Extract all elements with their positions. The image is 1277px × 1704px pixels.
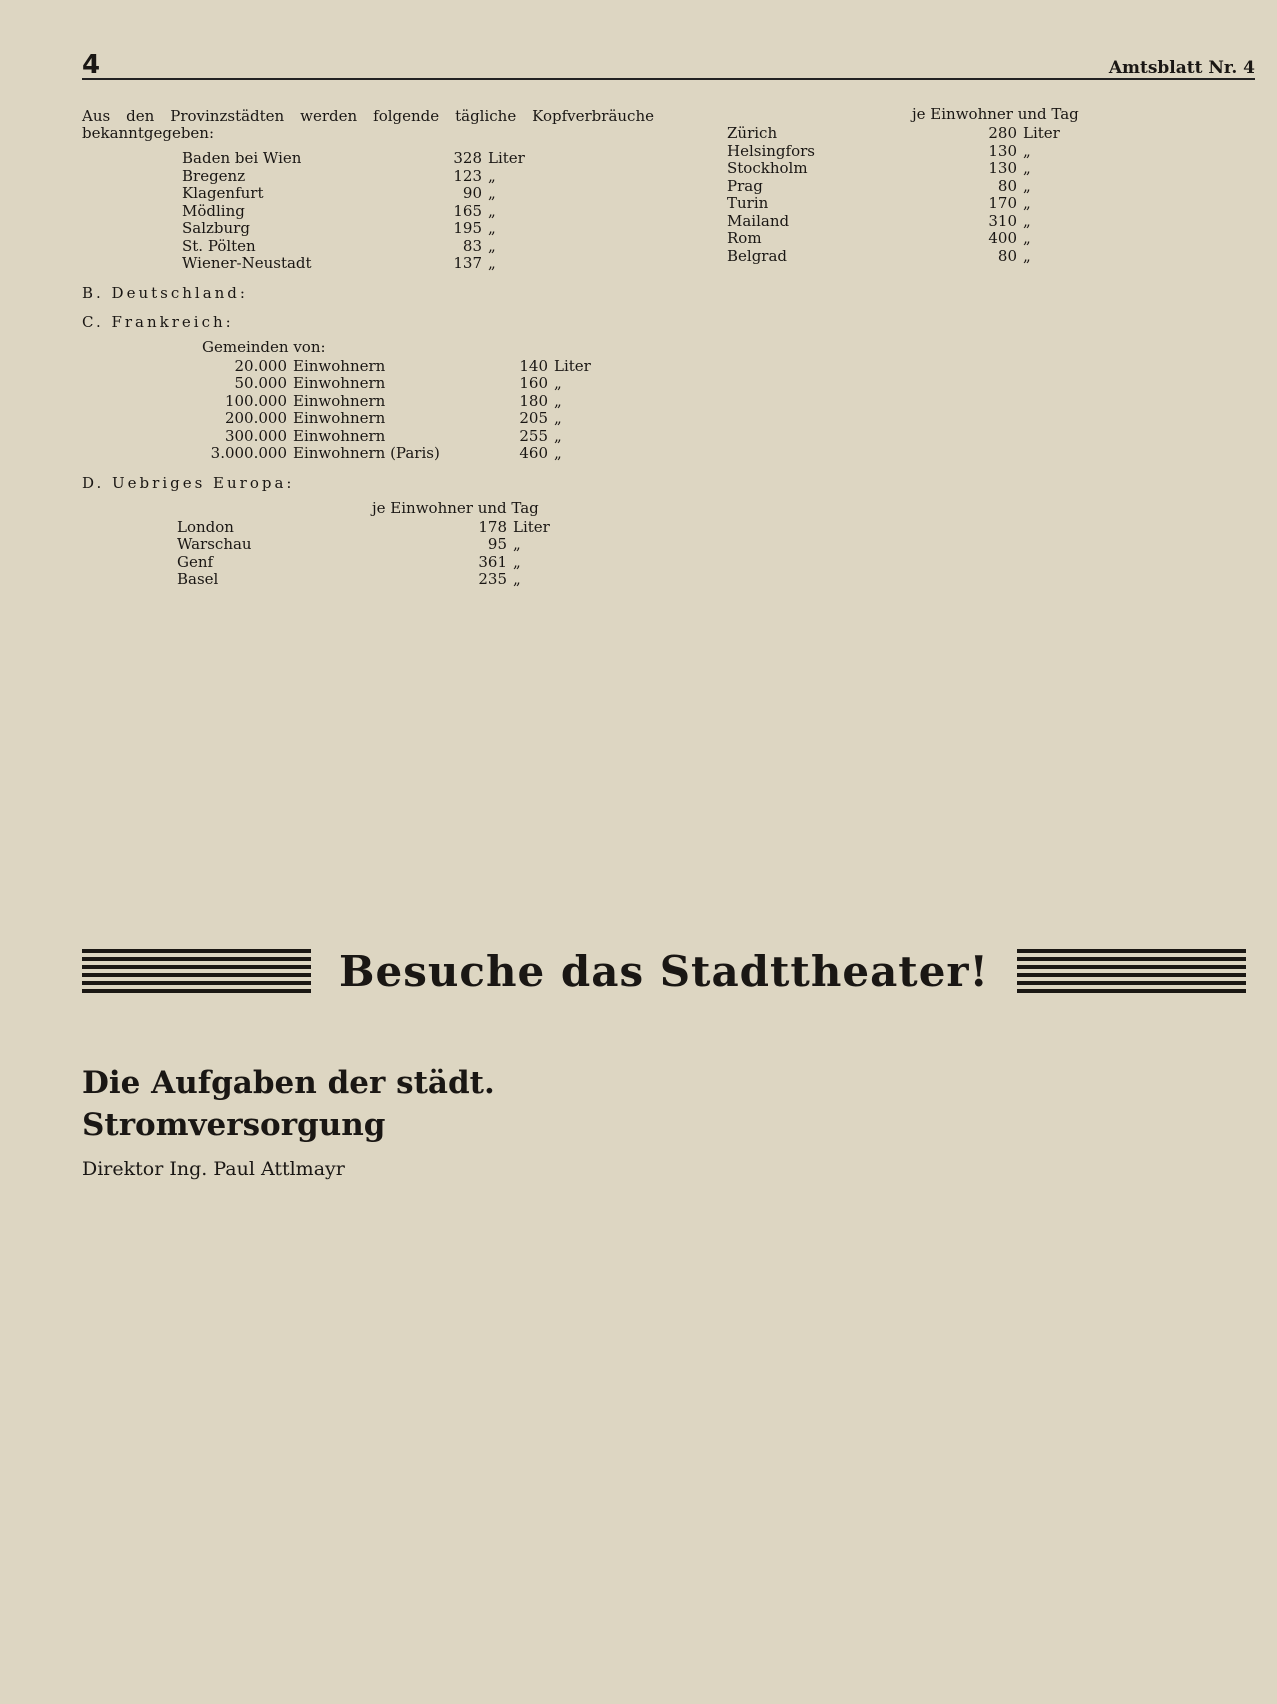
liters-value: 310	[988, 211, 1017, 230]
unit: „	[1023, 194, 1031, 212]
table-row	[727, 213, 1073, 231]
unit: „	[554, 409, 562, 427]
liters-value: 140	[519, 356, 548, 375]
liters-value: 137	[453, 254, 482, 272]
table-row	[192, 410, 604, 428]
unit: „	[488, 166, 496, 185]
liters-value: 255	[519, 426, 548, 445]
austria-consumption-table	[182, 150, 538, 273]
table-row	[177, 554, 563, 572]
table-row	[177, 571, 563, 589]
liters-value: 165	[453, 201, 482, 220]
publication-title: Amtsblatt Nr. 4	[1108, 58, 1255, 78]
liters-value: 170	[988, 194, 1017, 212]
place-name: Turin	[727, 194, 769, 212]
table-row	[727, 178, 1073, 196]
liters-value: 400	[988, 229, 1017, 247]
article-byline: Direktor Ing. Paul Attlmayr	[82, 1158, 345, 1180]
place-name: Stockholm	[727, 159, 808, 177]
france-label: C. Frankreich:	[82, 312, 234, 331]
population-desc: Einwohnern	[293, 426, 386, 445]
place-name: Mödling	[182, 201, 245, 220]
unit: „	[1023, 246, 1031, 265]
population-desc: Einwohnern	[293, 409, 386, 427]
population-size: 200.000	[224, 409, 287, 427]
europe-label: D. Uebriges Europa:	[82, 473, 295, 492]
unit: „	[488, 236, 496, 255]
table-row	[727, 248, 1073, 266]
europe-consumption-table	[177, 519, 563, 589]
table-row	[727, 160, 1073, 178]
table-row	[192, 375, 604, 393]
table-row	[182, 255, 538, 273]
liters-value: 328	[453, 149, 482, 167]
page-header	[82, 46, 1255, 80]
liters-value: 83	[462, 236, 482, 255]
table-row	[177, 536, 563, 554]
table-row	[192, 358, 604, 376]
banner-text: Besuche das Stadttheater!	[339, 946, 989, 996]
liters-value: 361	[478, 552, 507, 571]
population-desc: Einwohnern (Paris)	[293, 444, 440, 462]
place-name: Helsingfors	[727, 141, 815, 160]
unit: „	[554, 391, 562, 410]
unit: „	[554, 374, 562, 392]
liters-value: 178	[478, 517, 507, 536]
liters-value: 130	[988, 141, 1017, 160]
unit: „	[488, 184, 496, 202]
place-name: Mailand	[727, 211, 790, 230]
unit: „	[488, 254, 496, 272]
unit: Liter	[554, 356, 591, 375]
left-column	[82, 108, 654, 589]
liters-value: 95	[487, 535, 507, 553]
place-name: Basel	[177, 570, 219, 588]
europe-table-header: je Einwohner und Tag	[372, 498, 539, 517]
table-row	[182, 150, 538, 168]
liters-value: 180	[519, 391, 548, 410]
unit: „	[513, 535, 521, 553]
right-table-header: je Einwohner und Tag	[912, 105, 1079, 123]
table-row	[177, 519, 563, 537]
table-row	[182, 203, 538, 221]
table-row	[182, 168, 538, 186]
france-consumption-table	[192, 358, 604, 463]
population-size: 300.000	[224, 426, 287, 445]
population-desc: Einwohnern	[293, 374, 386, 392]
water-report-columns	[82, 105, 1255, 589]
france-table-header: Gemeinden von:	[202, 337, 326, 356]
unit: „	[1023, 141, 1031, 160]
population-size: 3.000.000	[210, 444, 287, 462]
unit: „	[1023, 159, 1031, 177]
liters-value: 235	[478, 570, 507, 588]
table-row	[727, 230, 1073, 248]
liters-value: 460	[519, 444, 548, 462]
place-name: St. Pölten	[182, 236, 256, 255]
unit: „	[488, 201, 496, 220]
europe-cities-table	[727, 125, 1073, 265]
austria-intro: Aus den Provinzstädten werden folgende tägliche Kopfverbräuche bekanntgegeben:	[82, 107, 654, 142]
unit: „	[488, 219, 496, 237]
unit: „	[554, 426, 562, 445]
place-name: Prag	[727, 176, 763, 195]
unit: Liter	[513, 517, 550, 536]
table-row	[192, 393, 604, 411]
table-row	[182, 238, 538, 256]
table-row	[182, 220, 538, 238]
place-name: Bregenz	[182, 166, 246, 185]
page-number: 4	[82, 50, 101, 80]
liters-value: 90	[462, 184, 482, 202]
table-row	[727, 125, 1073, 143]
population-desc: Einwohnern	[293, 391, 386, 410]
place-name: Baden bei Wien	[182, 149, 302, 167]
unit: Liter	[1023, 124, 1060, 142]
table-row	[192, 445, 604, 463]
place-name: Zürich	[727, 124, 778, 142]
place-name: Belgrad	[727, 246, 788, 265]
unit: „	[1023, 211, 1031, 230]
unit: „	[1023, 229, 1031, 247]
liters-value: 160	[519, 374, 548, 392]
table-row	[727, 143, 1073, 161]
liters-value: 195	[453, 219, 482, 237]
place-name: Klagenfurt	[182, 184, 264, 202]
liters-value: 80	[997, 246, 1017, 265]
place-name: Genf	[177, 552, 214, 571]
population-size: 50.000	[234, 374, 287, 392]
liters-value: 123	[453, 166, 482, 185]
population-desc: Einwohnern	[293, 356, 386, 375]
population-size: 20.000	[234, 356, 287, 375]
table-row	[727, 195, 1073, 213]
place-name: Rom	[727, 229, 762, 247]
place-name: London	[177, 517, 234, 536]
table-row	[192, 428, 604, 446]
theater-banner	[82, 932, 1246, 1010]
place-name: Salzburg	[182, 219, 250, 237]
liters-value: 80	[997, 176, 1017, 195]
liters-value: 205	[519, 409, 548, 427]
place-name: Warschau	[177, 535, 252, 553]
banner-stripes-left	[82, 949, 311, 993]
unit: Liter	[488, 149, 525, 167]
unit: „	[513, 552, 521, 571]
germany-label: B. Deutschland:	[82, 283, 248, 302]
liters-value: 130	[988, 159, 1017, 177]
unit: „	[513, 570, 521, 588]
unit: „	[1023, 176, 1031, 195]
place-name: Wiener-Neustadt	[182, 254, 312, 272]
table-row	[182, 185, 538, 203]
population-size: 100.000	[224, 391, 287, 410]
liters-value: 280	[988, 124, 1017, 142]
unit: „	[554, 444, 562, 462]
banner-stripes-right	[1017, 949, 1246, 993]
article-left-column	[82, 1062, 642, 1202]
article-headline: Die Aufgaben der städt. Stromversorgung	[82, 1065, 495, 1143]
right-column	[682, 105, 1252, 589]
